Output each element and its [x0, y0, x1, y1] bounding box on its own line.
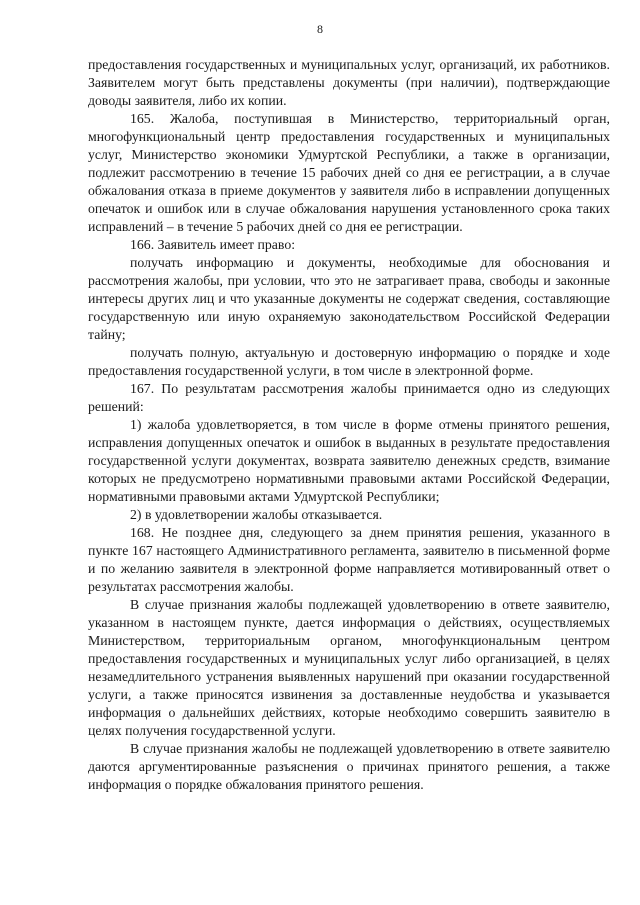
paragraph: В случае признания жалобы подлежащей удовлетворению в ответе заявителю, указанном в настоящем пункте, дается информация о действиях, осуществляемых Министерством, территориальным органом, многофункциональным центром предоставления государственных и муниципальных услуг либо организацией, в целях незамедлительного устранения выявленных нарушений при оказании государственной услуги, а также приносятся извинения за доставленные неудобства и указывается информация о дальнейших действиях, которые необходимо совершить заявителю в целях получения государственной услуги.: [88, 597, 610, 738]
paragraph: предоставления государственных и муниципальных услуг, организаций, их работников. Заявителем могут быть представлены документы (при наличии), подтверждающие доводы заявителя, либо их копии.: [88, 57, 610, 108]
paragraph: получать полную, актуальную и достоверную информацию о порядке и ходе предоставления государственной услуги, в том числе в электронной форме.: [88, 345, 610, 378]
page-number: 8: [317, 22, 323, 36]
paragraph: В случае признания жалобы не подлежащей удовлетворению в ответе заявителю даются аргументированные разъяснения о причинах принятого решения, а также информация о порядке обжалования принятого решения.: [88, 741, 610, 792]
paragraph: 2) в удовлетворении жалобы отказывается.: [130, 507, 383, 522]
paragraph: получать информацию и документы, необходимые для обоснования и рассмотрения жалобы, при условии, что это не затрагивает права, свободы и законные интересы других лиц и что указанные документы не содержат сведения, составляющие государственную или иную охраняемую законодательством Российской Федерации тайну;: [88, 255, 610, 342]
paragraph: 166. Заявитель имеет право:: [130, 237, 296, 252]
paragraph: 168. Не позднее дня, следующего за днем принятия решения, указанного в пункте 167 настоящего Административного регламента, заявителю в письменной форме и по желанию заявителя в электронной форме направляется мотивированный ответ о результатах рассмотрения жалобы.: [88, 525, 610, 594]
paragraph: 165. Жалоба, поступившая в Министерство, территориальный орган, многофункциональный центр предоставления государственных и муниципальных услуг, Министерство экономики Удмуртской Республики, а также в организации, подлежит рассмотрению в течение 15 рабочих дней со дня ее регистрации, а в случае обжалования отказа в приеме документов у заявителя либо в исправлении допущенных опечаток и ошибок или в случае обжалования нарушения установленного срока таких исправлений – в течение 5 рабочих дней со дня ее регистрации.: [88, 111, 610, 234]
paragraph: 1) жалоба удовлетворяется, в том числе в форме отмены принятого решения, исправления допущенных опечаток и ошибок в выданных в результате предоставления государственной услуги документах, возврата заявителю денежных средств, взимание которых не предусмотрено нормативными правовыми актами Российской Федерации, нормативными правовыми актами Удмуртской Республики;: [88, 417, 610, 504]
document-body: [88, 0, 610, 794]
paragraph: 167. По результатам рассмотрения жалобы принимается одно из следующих решений:: [88, 381, 610, 414]
